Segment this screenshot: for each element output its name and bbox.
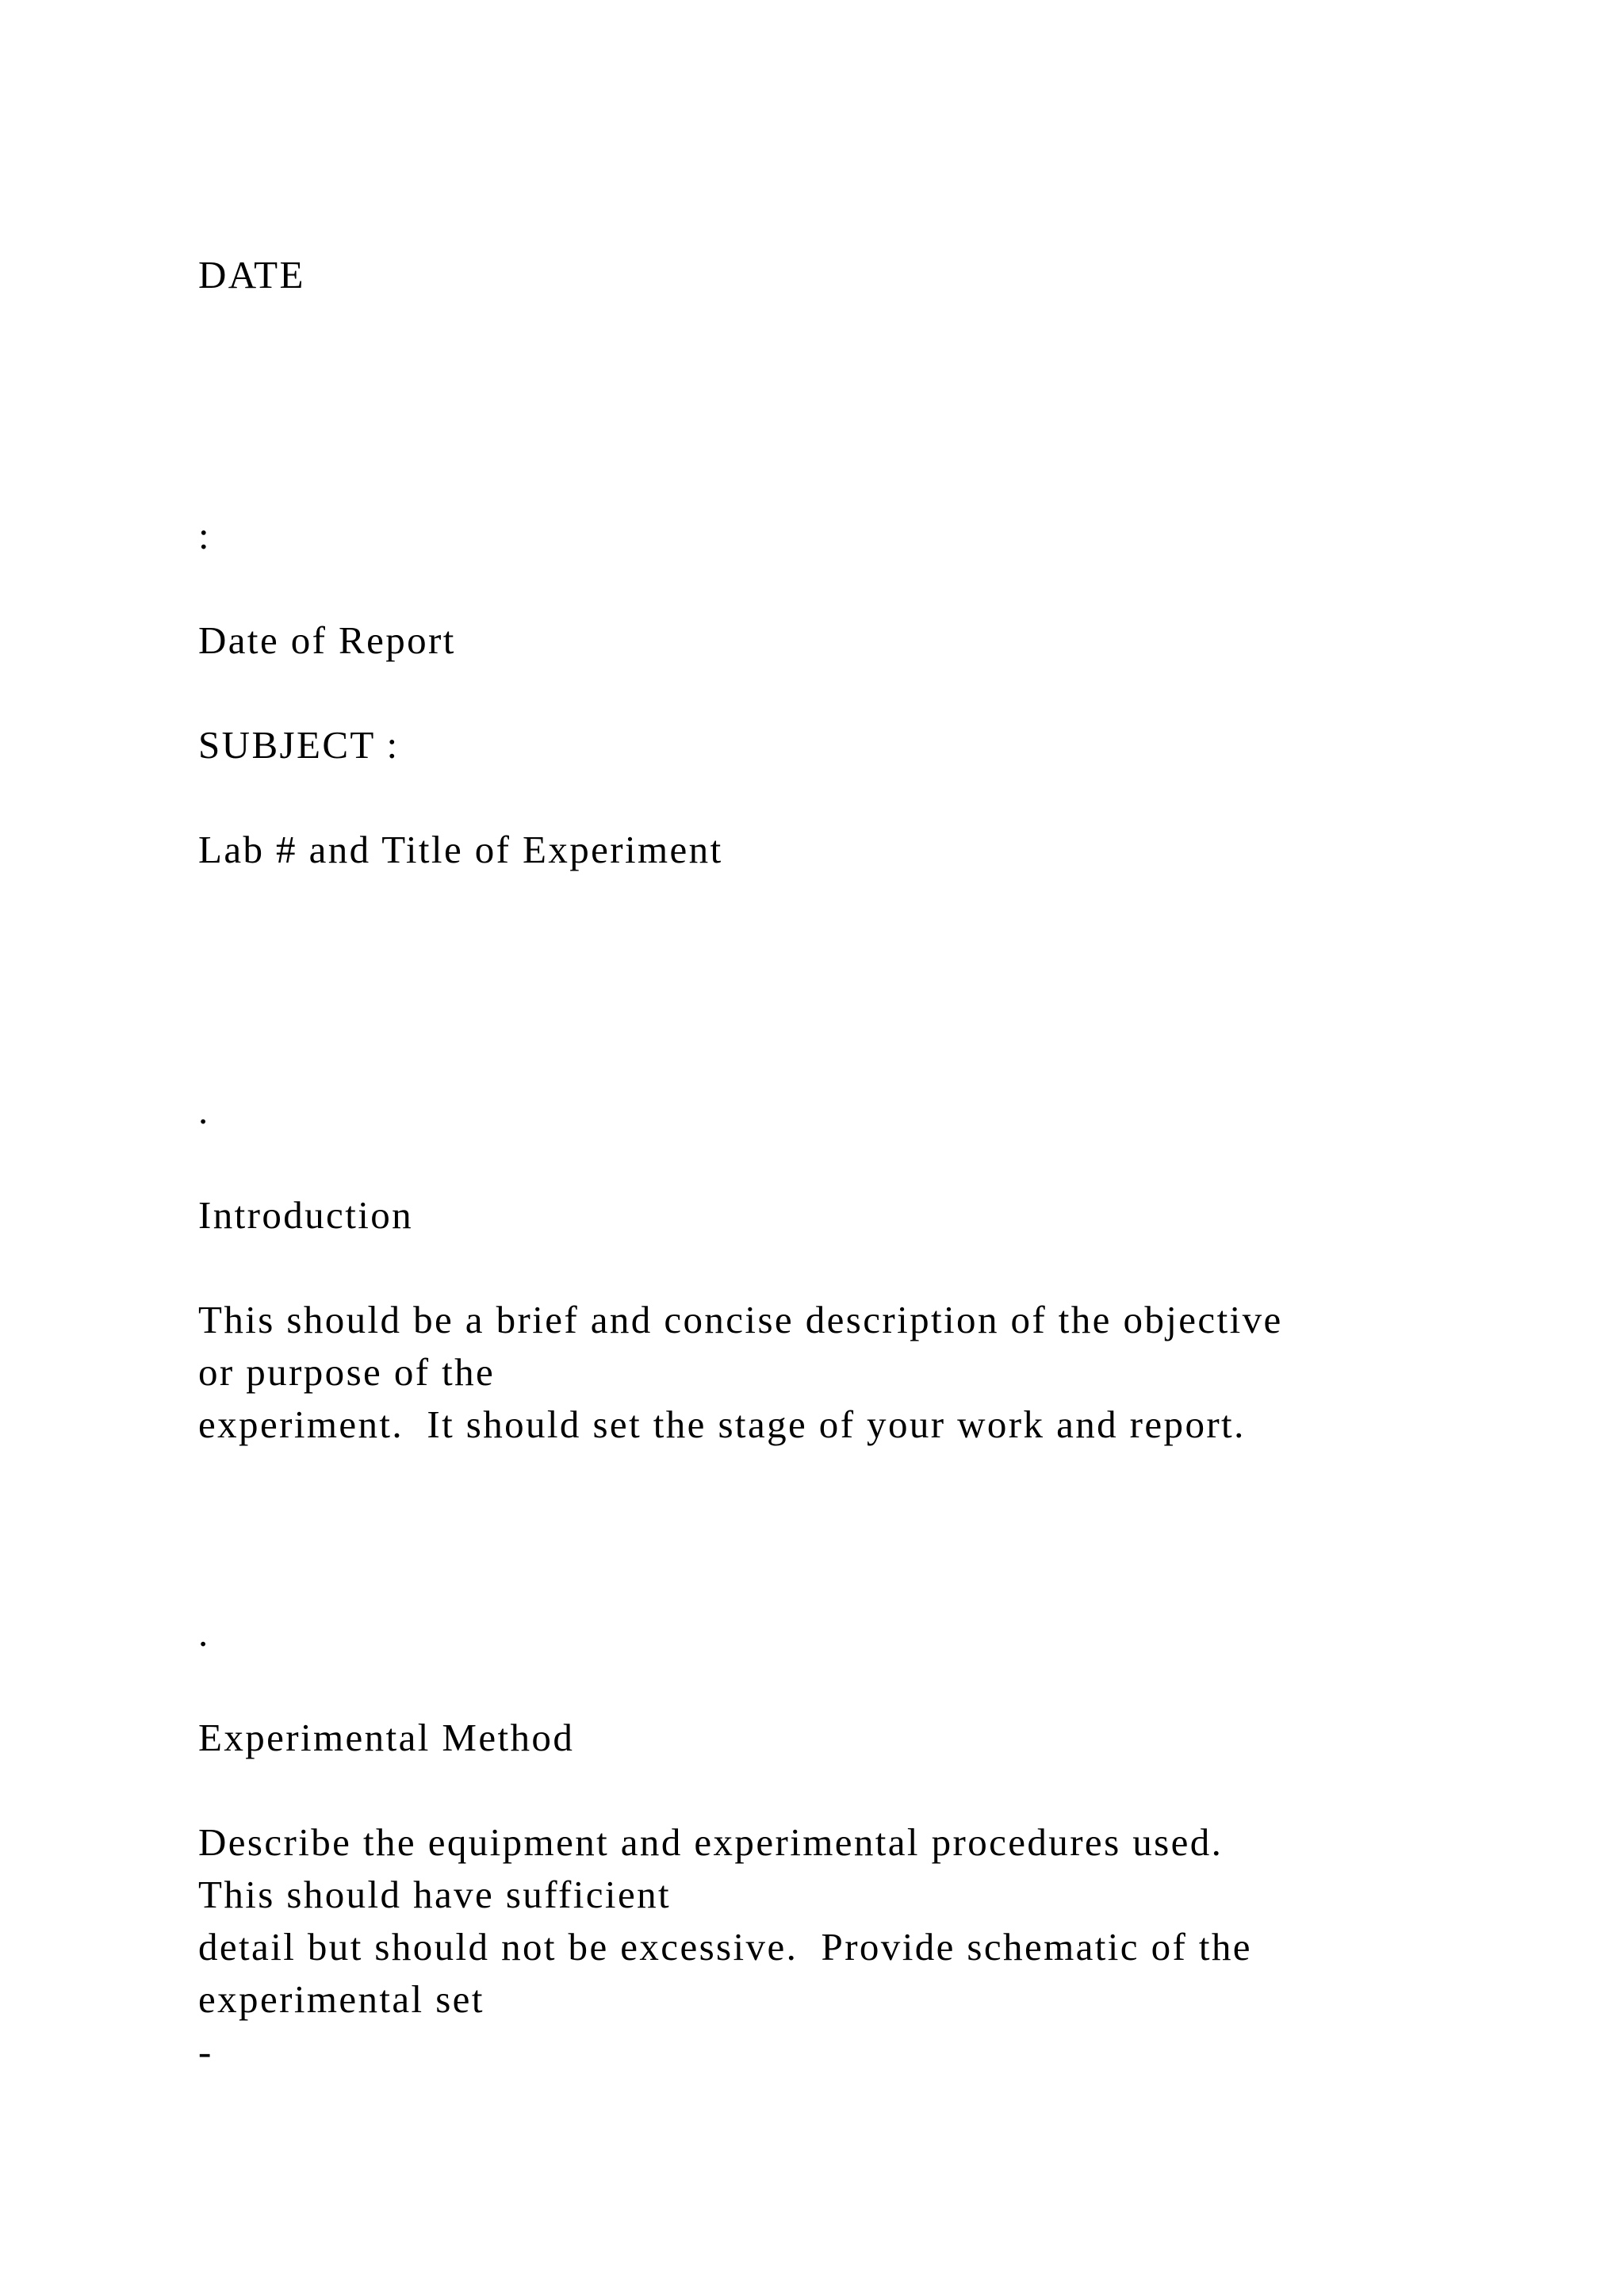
experimental-method-body-line: -: [198, 2030, 213, 2073]
experimental-method-body-line: This should have sufficient: [198, 1873, 671, 1916]
date-value: Date of Report: [198, 618, 456, 662]
experimental-method-body-line: Describe the equipment and experimental procedures used.: [198, 1820, 1224, 1864]
subject-value: Lab # and Title of Experiment: [198, 828, 723, 871]
experimental-method-body-line: experimental set: [198, 1977, 485, 2021]
introduction-heading: Introduction: [198, 1193, 414, 1237]
experimental-method-heading: Experimental Method: [198, 1716, 575, 1759]
experimental-method-body-line: detail but should not be excessive. Provide schematic of the: [198, 1925, 1252, 1969]
introduction-body-line: This should be a brief and concise description of the objective: [198, 1298, 1283, 1341]
introduction-body-line: or purpose of the: [198, 1350, 496, 1394]
introduction-body-line: experiment. It should set the stage of your work and report.: [198, 1402, 1246, 1446]
experimental-method-marker: .: [198, 1611, 210, 1655]
introduction-marker: .: [198, 1089, 210, 1132]
colon-marker: :: [198, 514, 212, 557]
subject-label: SUBJECT :: [198, 723, 400, 767]
date-label: DATE: [198, 253, 305, 297]
